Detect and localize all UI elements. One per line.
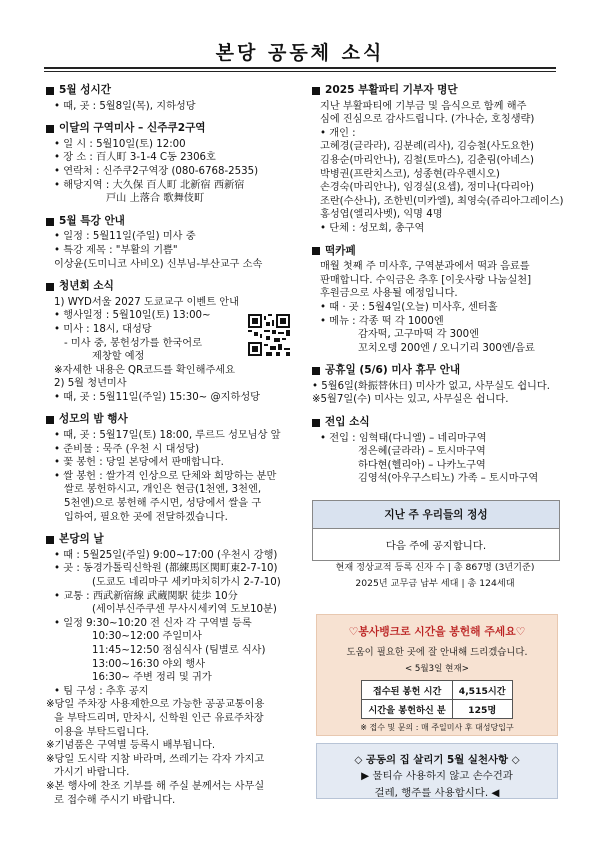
- info-line: 하다현(헬리아) – 나카노구역: [358, 459, 486, 471]
- section-district-mass: [46, 122, 298, 206]
- info-line: • 곳 : 동경가톨릭신학원 (都練馬区関町東2-7-10): [54, 563, 278, 575]
- info-line: (세이부신주쿠센 무사시세키역 도보10분): [92, 604, 277, 616]
- info-line: • 쌀 봉헌 : 쌀가격 인상으로 단체와 희망하는 분만: [54, 470, 277, 482]
- info-line: 5천엔)으로 봉헌해 주시면, 성당에서 쌀을 구: [64, 498, 262, 510]
- info-line: ※자세한 내용은 QR코드를 확인해주세요: [54, 364, 235, 376]
- volunteer-title: ♡봉사뱅크로 시간을 봉헌해 주세요♡: [348, 625, 526, 638]
- info-line: 꼬치오뎅 200엔 / 오니기리 300엔/음료: [358, 342, 535, 354]
- info-line: • 팀 구성 : 추후 공지: [54, 685, 149, 697]
- info-line: • 개인 :: [320, 127, 356, 139]
- info-line: 16:30~ 주변 정리 및 귀가: [92, 672, 212, 684]
- common-home-line: ▶ 물티슈 사용하지 않고 손수건과: [361, 770, 513, 782]
- table-cell: 접수된 봉헌 시간: [362, 681, 452, 700]
- section-heading: 본당의 날: [59, 533, 104, 546]
- info-line: • 때, 곳 : 5월11일(주일) 15:30~ @지하성당: [54, 391, 260, 403]
- table-cell: 4,515시간: [452, 681, 512, 700]
- info-line: • 해당지역 : 大久保 百人町 北新宿 西新宿: [54, 179, 245, 191]
- info-line: • 5월6일(화振替休日) 미사가 없고, 사무실도 쉽니다.: [312, 380, 550, 392]
- square-bullet-icon: [312, 367, 320, 375]
- square-bullet-icon: [46, 87, 54, 95]
- section-special-lecture: [46, 215, 298, 271]
- common-home-box: [316, 743, 558, 799]
- section-heading: 공휴일 (5/6) 미사 휴무 안내: [325, 364, 461, 377]
- right-column: [312, 84, 564, 495]
- info-line: • 때 · 곳 : 5월4일(오늘) 미사후, 센터홀: [320, 301, 498, 313]
- info-line: 김용순(마리안나), 김철(토마스), 김춘림(아녜스): [320, 154, 534, 166]
- info-line: 입하여, 필요한 곳에 전달하겠습니다.: [64, 511, 228, 523]
- square-bullet-icon: [312, 87, 320, 95]
- section-holy-hour: [46, 84, 298, 113]
- info-line: • 교통 : 西武新宿線 武蔵関駅 徒歩 10分: [54, 590, 238, 602]
- info-line: • 행사일정 : 5월10일(토) 13:00~: [54, 310, 211, 322]
- info-line: • 때, 곳 : 5월17일(토) 18:00, 루르드 성모님상 앞: [54, 430, 281, 442]
- info-line: 매월 첫째 주 미사후, 구역분과에서 떡과 음료를: [320, 261, 530, 273]
- info-line: 판매합니다. 수익금은 추후 [이웃사랑 나눔실천]: [320, 274, 532, 286]
- section-marian-night: [46, 413, 298, 524]
- volunteer-bank-box: [316, 614, 558, 736]
- section-easter-donors: [312, 84, 564, 236]
- square-bullet-icon: [312, 419, 320, 427]
- square-bullet-icon: [312, 247, 320, 255]
- square-bullet-icon: [46, 416, 54, 424]
- info-line: • 전입 : 임혁태(다니엘) – 네리마구역: [320, 432, 487, 444]
- info-line: • 미사 : 18시, 대성당: [54, 323, 152, 335]
- table-row: [362, 681, 512, 700]
- info-line: 을 부탁드리며, 만차시, 신학원 인근 유료주차장: [54, 712, 264, 724]
- info-line: • 특강 제목 : "부활의 기쁨": [54, 244, 178, 256]
- section-heading: 떡카페: [325, 244, 356, 257]
- info-line: 고혜경(글라라), 김분례(리사), 김승철(사도요한): [320, 141, 534, 153]
- info-line: - 미사 중, 봉헌성가를 한국어로: [64, 337, 202, 349]
- offering-box: [312, 500, 560, 561]
- volunteer-table: [361, 680, 512, 719]
- info-line: 쌀로 봉헌하시고, 개인은 현금(1천엔, 3천엔,: [64, 484, 262, 496]
- section-heading: 2025 부활파티 기부자 명단: [325, 84, 458, 96]
- info-line: 戸山 上落合 歌舞伎町: [106, 193, 205, 205]
- info-line: • 장 소 : 百人町 3-1-4 C동 2306호: [54, 152, 216, 164]
- section-holiday-notice: [312, 364, 560, 407]
- section-heading: 5월 성시간: [59, 84, 111, 96]
- info-line: 후원금으로 사용될 예정입니다.: [320, 288, 458, 300]
- info-line: 제창할 예정: [92, 351, 145, 363]
- square-bullet-icon: [46, 125, 54, 133]
- info-line: 10:30~12:00 주일미사: [92, 631, 202, 643]
- section-parish-day: [46, 533, 298, 807]
- info-line: 손경숙(마리안나), 임경실(요셉), 정미나(다리아): [320, 182, 534, 194]
- info-line: 가시기 바랍니다.: [54, 767, 130, 779]
- info-line: 정은혜(글라라) – 토시마구역: [358, 446, 486, 458]
- section-heading: 성모의 밤 행사: [59, 413, 128, 426]
- section-youth-news: [46, 280, 298, 404]
- info-line: ※5월7일(수) 미사는 있고, 사무실은 쉽니다.: [312, 394, 509, 406]
- offering-heading: 지난 주 우리들의 정성: [313, 501, 559, 529]
- stats-line: 현재 정상교적 등록 신자 수 | 총 867명 (3년기준): [335, 562, 535, 573]
- info-line: • 일정 9:30~10:20 전 신자 각 구역별 등록: [54, 617, 252, 629]
- divider: [44, 67, 556, 69]
- table-cell: 125명: [452, 700, 512, 719]
- volunteer-note: ※ 접수 및 문의 : 매 주일미사 후 대성당입구: [360, 723, 514, 732]
- info-line: • 단체 : 성모회, 총구역: [320, 222, 425, 234]
- info-line: 감자떡, 고구마떡 각 300엔: [358, 329, 479, 341]
- info-line: 이용을 부탁드립니다.: [54, 726, 150, 738]
- section-heading: 5월 특강 안내: [59, 214, 125, 227]
- info-line: ※당일 주차장 사용제한으로 가능한 공공교통이용: [46, 699, 265, 711]
- info-line: (도쿄도 네리마구 세키마치히가시 2-7-10): [92, 577, 281, 588]
- section-heading: 이달의 구역미사 – 신주쿠2구역: [59, 122, 206, 135]
- info-line: 지난 부활파티에 기부금 및 음식으로 함께 해주: [320, 100, 527, 112]
- qr-code-icon[interactable]: [248, 314, 290, 356]
- info-line: • 꽃 봉헌 : 당일 본당에서 판매합니다.: [54, 457, 224, 469]
- info-line: • 때 : 5월25일(주일) 9:00~17:00 (우천시 강행): [54, 549, 278, 561]
- section-rice-cake-cafe: [312, 245, 560, 356]
- table-cell: 시간을 봉헌하신 분: [362, 700, 452, 719]
- info-line: 이상윤(도미니코 사비오) 신부님-부산교구 소속: [54, 258, 263, 270]
- info-line: • 메뉴 : 각종 떡 각 1000엔: [320, 315, 444, 327]
- left-column: [46, 84, 298, 816]
- info-line: 김영석(아우구스티노) 가족 – 토시마구역: [358, 473, 539, 485]
- section-heading: 청년회 소식: [59, 280, 114, 293]
- table-row: [362, 700, 512, 719]
- section-heading: 전입 소식: [325, 416, 370, 429]
- volunteer-subtitle: 도움이 필요한 곳에 잘 안내해 드리겠습니다.: [346, 647, 528, 658]
- divider: [44, 71, 556, 72]
- common-home-line: 걸레, 행주를 사용합시다. ◀: [374, 787, 500, 799]
- page-title: 본당 공동체 소식: [215, 42, 385, 64]
- square-bullet-icon: [46, 283, 54, 291]
- info-line: ※본 행사에 찬조 기부를 해 주실 분께서는 사무실: [46, 780, 265, 792]
- offering-body: 다음 주에 공지합니다.: [385, 540, 487, 552]
- info-line: 심에 진심으로 감사드립니다. (가나순, 호칭생략): [320, 114, 535, 126]
- info-line: 홍성엽(엘리사벳), 익명 4명: [320, 209, 443, 221]
- info-line: 13:00~16:30 야외 행사: [92, 658, 206, 670]
- info-line: 2) 5월 청년미사: [54, 378, 127, 390]
- info-line: 조란(수산나), 조한빈(미카엘), 최영숙(쥬리아그레이스): [320, 195, 564, 207]
- info-line: ※당일 도시락 지참 바라며, 쓰레기는 각자 가지고: [46, 753, 265, 765]
- info-line: • 일 시 : 5월10일(토) 12:00: [54, 138, 186, 150]
- info-line: 로 접수해 주시기 바랍니다.: [54, 794, 176, 806]
- info-line: 1) WYD서울 2027 도쿄교구 이벤트 안내: [54, 296, 239, 308]
- info-line: • 일정 : 5월11일(주일) 미사 중: [54, 231, 196, 243]
- common-home-title: ◇ 공동의 집 살리기 5월 실천사항 ◇: [354, 754, 520, 766]
- info-line: 11:45~12:50 점심식사 (팀별로 식사): [92, 644, 266, 656]
- info-line: 박병권(프란치스코), 성종현(라우렌시오): [320, 168, 500, 180]
- info-line: ※기념품은 구역별 등록시 배부됩니다.: [46, 740, 216, 752]
- info-line: • 때, 곳 : 5월8일(목), 지하성당: [54, 100, 196, 112]
- section-new-members: [312, 416, 560, 486]
- parish-stats: [312, 560, 558, 592]
- info-line: • 준비물 : 묵주 (우천 시 대성당): [54, 443, 200, 455]
- volunteer-date: < 5월3일 현재>: [404, 664, 469, 674]
- info-line: • 연락처 : 신주쿠2구역장 (080-6768-2535): [54, 165, 259, 177]
- header: [44, 38, 556, 78]
- stats-line: 2025년 교무금 납부 세대 | 총 124세대: [355, 578, 515, 589]
- square-bullet-icon: [46, 536, 54, 544]
- square-bullet-icon: [46, 218, 54, 226]
